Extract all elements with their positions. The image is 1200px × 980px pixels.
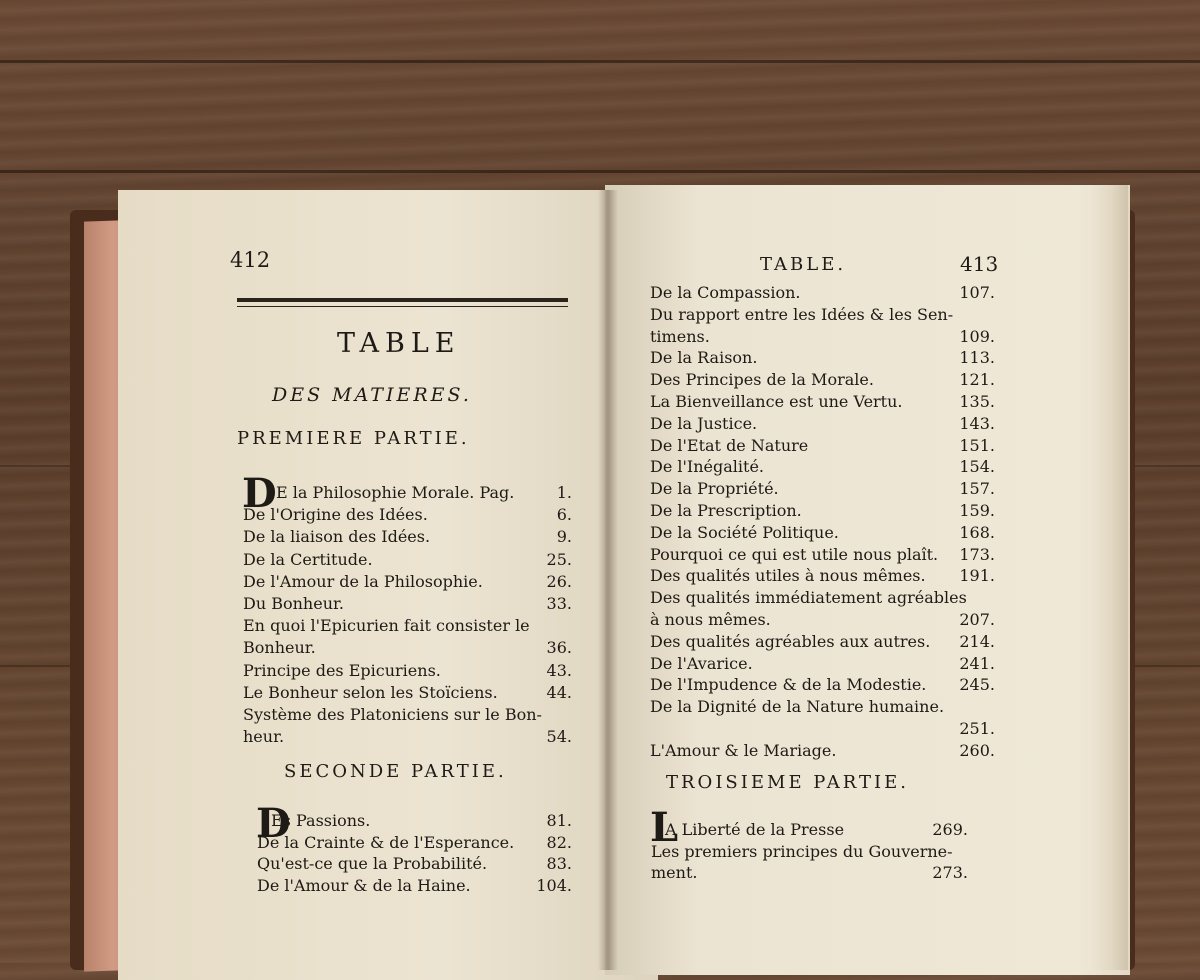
toc-entry-text: Des qualités utiles à nous mêmes. bbox=[650, 566, 926, 586]
toc-entry-page: 135. bbox=[959, 392, 995, 411]
toc-entry-page: 168. bbox=[959, 522, 995, 542]
toc-entry-text: De la Société Politique. bbox=[650, 522, 839, 542]
toc-entry-page: 6. bbox=[556, 505, 572, 525]
toc-entry-page: 1. bbox=[556, 483, 572, 502]
toc-entry-page: 81. bbox=[546, 811, 572, 830]
toc-entry-text: De la Crainte & de l'Esperance. bbox=[257, 832, 515, 852]
toc-entry-page: 104. bbox=[536, 875, 572, 895]
toc-entry-page: 151. bbox=[959, 435, 995, 455]
toc-entry-page: 9. bbox=[556, 527, 572, 547]
toc-entry-text: Système des Platoniciens sur le Bon- bbox=[243, 705, 542, 724]
page-title: TABLE bbox=[337, 328, 461, 359]
toc-entry-text: De l'Amour de la Philosophie. bbox=[243, 571, 483, 591]
toc-entry-page: 251. bbox=[959, 719, 995, 738]
toc-entry-page: 33. bbox=[546, 594, 572, 613]
toc-entry-text: Le Bonheur selon les Stoïciens. bbox=[243, 682, 498, 702]
toc-entry-page: 273. bbox=[932, 863, 968, 882]
table-plank-seam bbox=[0, 170, 1200, 173]
toc-entry-page: 269. bbox=[932, 820, 968, 839]
toc-entry-text: De l'Etat de Nature bbox=[650, 435, 809, 455]
toc-entry-text: Des qualités immédiatement agréables bbox=[650, 588, 967, 608]
drop-cap: L bbox=[650, 804, 679, 851]
toc-entry-page: 44. bbox=[546, 682, 572, 702]
toc-entry-page: 260. bbox=[959, 740, 995, 760]
toc-entry-page: 82. bbox=[546, 832, 572, 852]
toc-entry-page: 245. bbox=[959, 675, 995, 695]
toc-entry-text: Es Passions. bbox=[271, 811, 371, 830]
toc-entry-text: De l'Amour & de la Haine. bbox=[257, 875, 471, 895]
toc-entry-page: 207. bbox=[959, 610, 995, 629]
toc-entry-page: 173. bbox=[959, 544, 995, 564]
toc-entry-text: Pourquoi ce qui est utile nous plaît. bbox=[650, 544, 939, 564]
toc-entry-text: De l'Impudence & de la Modestie. bbox=[650, 675, 927, 695]
toc-entry-page: 191. bbox=[959, 566, 995, 586]
part-heading-1: PREMIERE PARTIE. bbox=[237, 428, 470, 449]
toc-entry-text: timens. bbox=[650, 326, 710, 346]
toc-entry-text: De la liaison des Idées. bbox=[243, 527, 431, 547]
right-page-edges bbox=[1088, 185, 1128, 970]
drop-cap: D bbox=[242, 470, 277, 517]
toc-entry-page: 121. bbox=[959, 370, 995, 390]
toc-entry-text: Du rapport entre les Idées & les Sen- bbox=[650, 304, 954, 324]
toc-entry-text: De la Compassion. bbox=[650, 283, 801, 302]
toc-entry-text: De l'Inégalité. bbox=[650, 457, 764, 477]
toc-entry-page: 25. bbox=[546, 549, 572, 569]
toc-entry-text: De la Prescription. bbox=[650, 501, 802, 520]
toc-entry-text: Des Principes de la Morale. bbox=[650, 370, 874, 390]
header-rule-thin bbox=[237, 306, 568, 307]
toc-entry-text: Qu'est-ce que la Probabilité. bbox=[257, 854, 488, 873]
toc-entry-text: heur. bbox=[243, 727, 285, 747]
toc-entry-text: De la Raison. bbox=[650, 348, 758, 368]
toc-entry-text: De l'Avarice. bbox=[650, 653, 753, 673]
right-page-number: 413 bbox=[960, 252, 999, 276]
drop-cap: D bbox=[256, 800, 291, 847]
header-rule bbox=[237, 298, 568, 302]
toc-entry-text: De la Certitude. bbox=[243, 549, 373, 569]
table-plank-seam bbox=[0, 60, 1200, 63]
toc-entry-text: à nous mêmes. bbox=[650, 610, 771, 629]
part-heading-2: SECONDE PARTIE. bbox=[284, 761, 507, 782]
book-gutter bbox=[598, 190, 618, 970]
toc-entry-text: Principe des Epicuriens. bbox=[243, 660, 441, 680]
toc-entry-page: 26. bbox=[546, 571, 572, 591]
toc-entry-text: ment. bbox=[651, 863, 698, 882]
toc-entry-text: Du Bonheur. bbox=[243, 594, 344, 613]
toc-entry-text: La Bienveillance est une Vertu. bbox=[650, 392, 903, 411]
part-heading-3: TROISIEME PARTIE. bbox=[666, 772, 909, 793]
toc-entry-page: 107. bbox=[959, 283, 995, 302]
toc-entry-text: De la Justice. bbox=[650, 413, 758, 433]
toc-entry-page: 154. bbox=[959, 457, 995, 477]
toc-entry-page: 159. bbox=[959, 501, 995, 520]
page-subtitle: DES MATIERES. bbox=[272, 384, 472, 406]
toc-entry-page: 36. bbox=[546, 638, 572, 658]
running-head: TABLE. bbox=[760, 254, 847, 275]
toc-entry-page: 113. bbox=[959, 348, 995, 368]
toc-entry-page: 54. bbox=[546, 727, 572, 747]
toc-entry-text: De la Dignité de la Nature humaine. bbox=[650, 697, 945, 717]
toc-entry-page: 109. bbox=[959, 326, 995, 346]
toc-entry-text: De la Propriété. bbox=[650, 479, 779, 499]
toc-entry-text: E la Philosophie Morale. Pag. bbox=[276, 483, 515, 502]
toc-entry-page: 157. bbox=[959, 479, 995, 499]
toc-entry-page: 43. bbox=[546, 660, 572, 680]
toc-entry-text: Les premiers principes du Gouverne- bbox=[651, 841, 953, 861]
toc-entry-text: En quoi l'Epicurien fait consister le bbox=[243, 616, 530, 636]
toc-entry-text: De l'Origine des Idées. bbox=[243, 505, 428, 525]
toc-entry-page: 83. bbox=[546, 854, 572, 873]
toc-entry-page: 214. bbox=[959, 631, 995, 651]
left-page-number: 412 bbox=[230, 248, 271, 272]
toc-entry-text: Des qualités agréables aux autres. bbox=[650, 631, 931, 651]
toc-entry-text: L'Amour & le Mariage. bbox=[650, 740, 837, 760]
toc-entry-text: Bonheur. bbox=[243, 638, 316, 658]
toc-entry-text: A Liberté de la Presse bbox=[665, 820, 845, 839]
toc-entry-page: 241. bbox=[959, 653, 995, 673]
toc-entry-page: 143. bbox=[959, 413, 995, 433]
